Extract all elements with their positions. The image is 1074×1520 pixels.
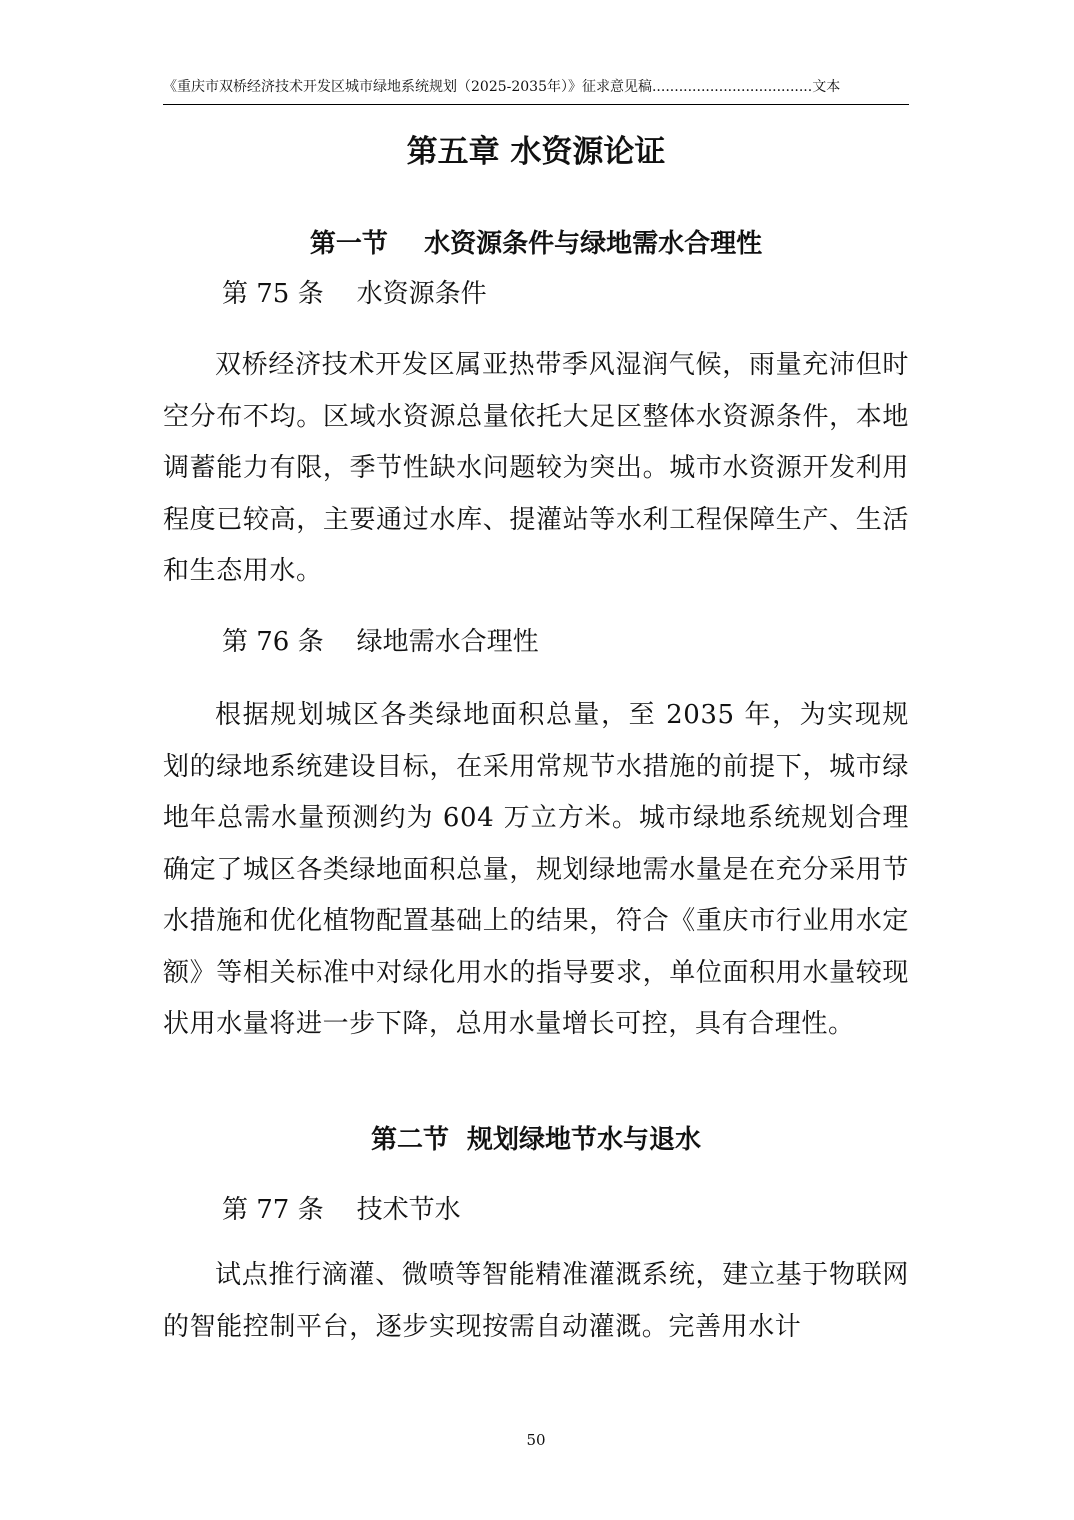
article-76-paragraph: 根据规划城区各类绿地面积总量，至 2035 年，为实现规划的绿地系统建设目标，在采用常规节水措施的前提下，城市绿地年总需水量预测约为 604 万立方米。城市绿地系统规划合理确定了城区各类绿地面积总量，规划绿地需水量是在充分采用节水措施和优化植物配置基础上的结果，符合《重庆市行业用水定额》等相关标准中对绿化用水的指导要求，单位面积用水量较现状用水量将进一步下降，总用水量增长可控，具有合理性。 [163, 700, 909, 1039]
article-title-75: 第 75 条 水资源条件 [222, 279, 487, 309]
section-title-2: 第二节 规划绿地节水与退水 [370, 1125, 702, 1155]
article-77-paragraph: 试点推行滴灌、微喷等智能精准灌溉系统，建立基于物联网的智能控制平台，逐步实现按需自动灌溉。完善用水计 [163, 1260, 909, 1342]
article-75-paragraph: 双桥经济技术开发区属亚热带季风湿润气候，雨量充沛但时空分布不均。区域水资源总量依托大足区整体水资源条件，本地调蓄能力有限，季节性缺水问题较为突出。城市水资源开发利用程度已较高，主要通过水库、提灌站等水利工程保障生产、生活和生态用水。 [163, 350, 909, 586]
running-header: 《重庆市双桥经济技术开发区城市绿地系统规划（2025-2035年）》征求意见稿....................................文本 [163, 79, 841, 95]
page-number: 50 [526, 1431, 546, 1449]
chapter-title: 第五章 水资源论证 [406, 134, 666, 170]
header-divider [163, 104, 909, 105]
article-title-77: 第 77 条 技术节水 [222, 1195, 461, 1225]
section-title-1: 第一节 水资源条件与绿地需水合理性 [309, 229, 763, 259]
article-title-76: 第 76 条 绿地需水合理性 [222, 627, 539, 657]
